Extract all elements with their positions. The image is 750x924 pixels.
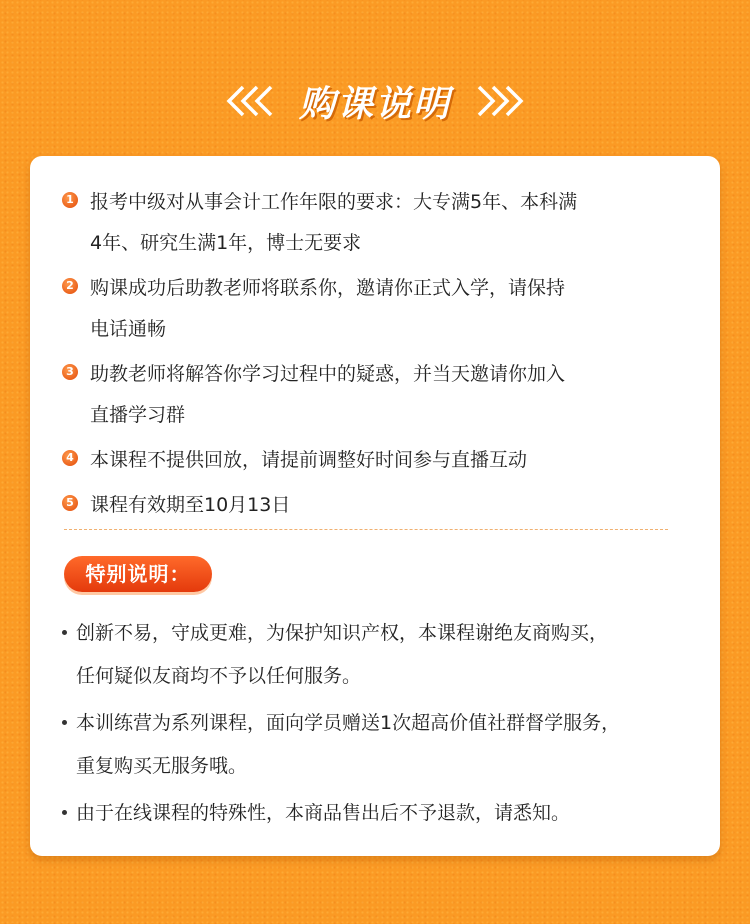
bullet-dot-icon — [62, 810, 67, 815]
rule-text-line: 直播学习群 — [90, 404, 186, 426]
note-text-line: 由于在线课程的特殊性，本商品售出后不予退款，请悉知。 — [76, 802, 571, 824]
number-badge: 4 — [62, 450, 78, 466]
header — [0, 76, 750, 126]
special-note-badge: 特别说明： — [64, 556, 212, 592]
number-badge: 5 — [62, 495, 78, 511]
rule-item — [60, 440, 700, 481]
note-text-line: 本训练营为系列课程，面向学员赠送1次超高价值社群督学服务， — [76, 712, 621, 734]
number-badge: 1 — [62, 192, 78, 208]
rule-text-line: 4年、研究生满1年，博士无要求 — [90, 232, 362, 254]
number-badge: 2 — [62, 278, 78, 294]
note-item — [60, 612, 720, 698]
double-chevron-left-icon — [221, 81, 283, 121]
number-badge: 3 — [62, 364, 78, 380]
purchase-rules-list — [60, 182, 700, 530]
note-text-line: 重复购买无服务哦。 — [76, 755, 248, 777]
dashed-divider — [64, 529, 668, 530]
info-card — [30, 156, 720, 856]
note-text-line: 创新不易，守成更难，为保护知识产权，本课程谢绝友商购买， — [76, 622, 609, 644]
rule-item — [60, 354, 700, 436]
special-notes-list — [60, 612, 720, 839]
rule-text-line: 本课程不提供回放，请提前调整好时间参与直播互动 — [90, 449, 528, 471]
rule-text-line: 课程有效期至10月13日 — [90, 494, 291, 516]
rule-text-line: 报考中级对从事会计工作年限的要求：大专满5年、本科满 — [90, 191, 578, 213]
note-text-line: 任何疑似友商均不予以任何服务。 — [76, 665, 362, 687]
bullet-dot-icon — [62, 630, 67, 635]
note-item — [60, 702, 720, 788]
note-item — [60, 792, 720, 835]
rule-item — [60, 268, 700, 350]
page-title: 购课说明 — [298, 83, 451, 125]
rule-item — [60, 182, 700, 264]
rule-item — [60, 485, 700, 526]
rule-text-line: 电话通畅 — [90, 318, 167, 340]
rule-text-line: 助教老师将解答你学习过程中的疑惑，并当天邀请你加入 — [90, 363, 566, 385]
rule-text-line: 购课成功后助教老师将联系你，邀请你正式入学，请保持 — [90, 277, 566, 299]
bullet-dot-icon — [62, 720, 67, 725]
double-chevron-right-icon — [467, 81, 529, 121]
